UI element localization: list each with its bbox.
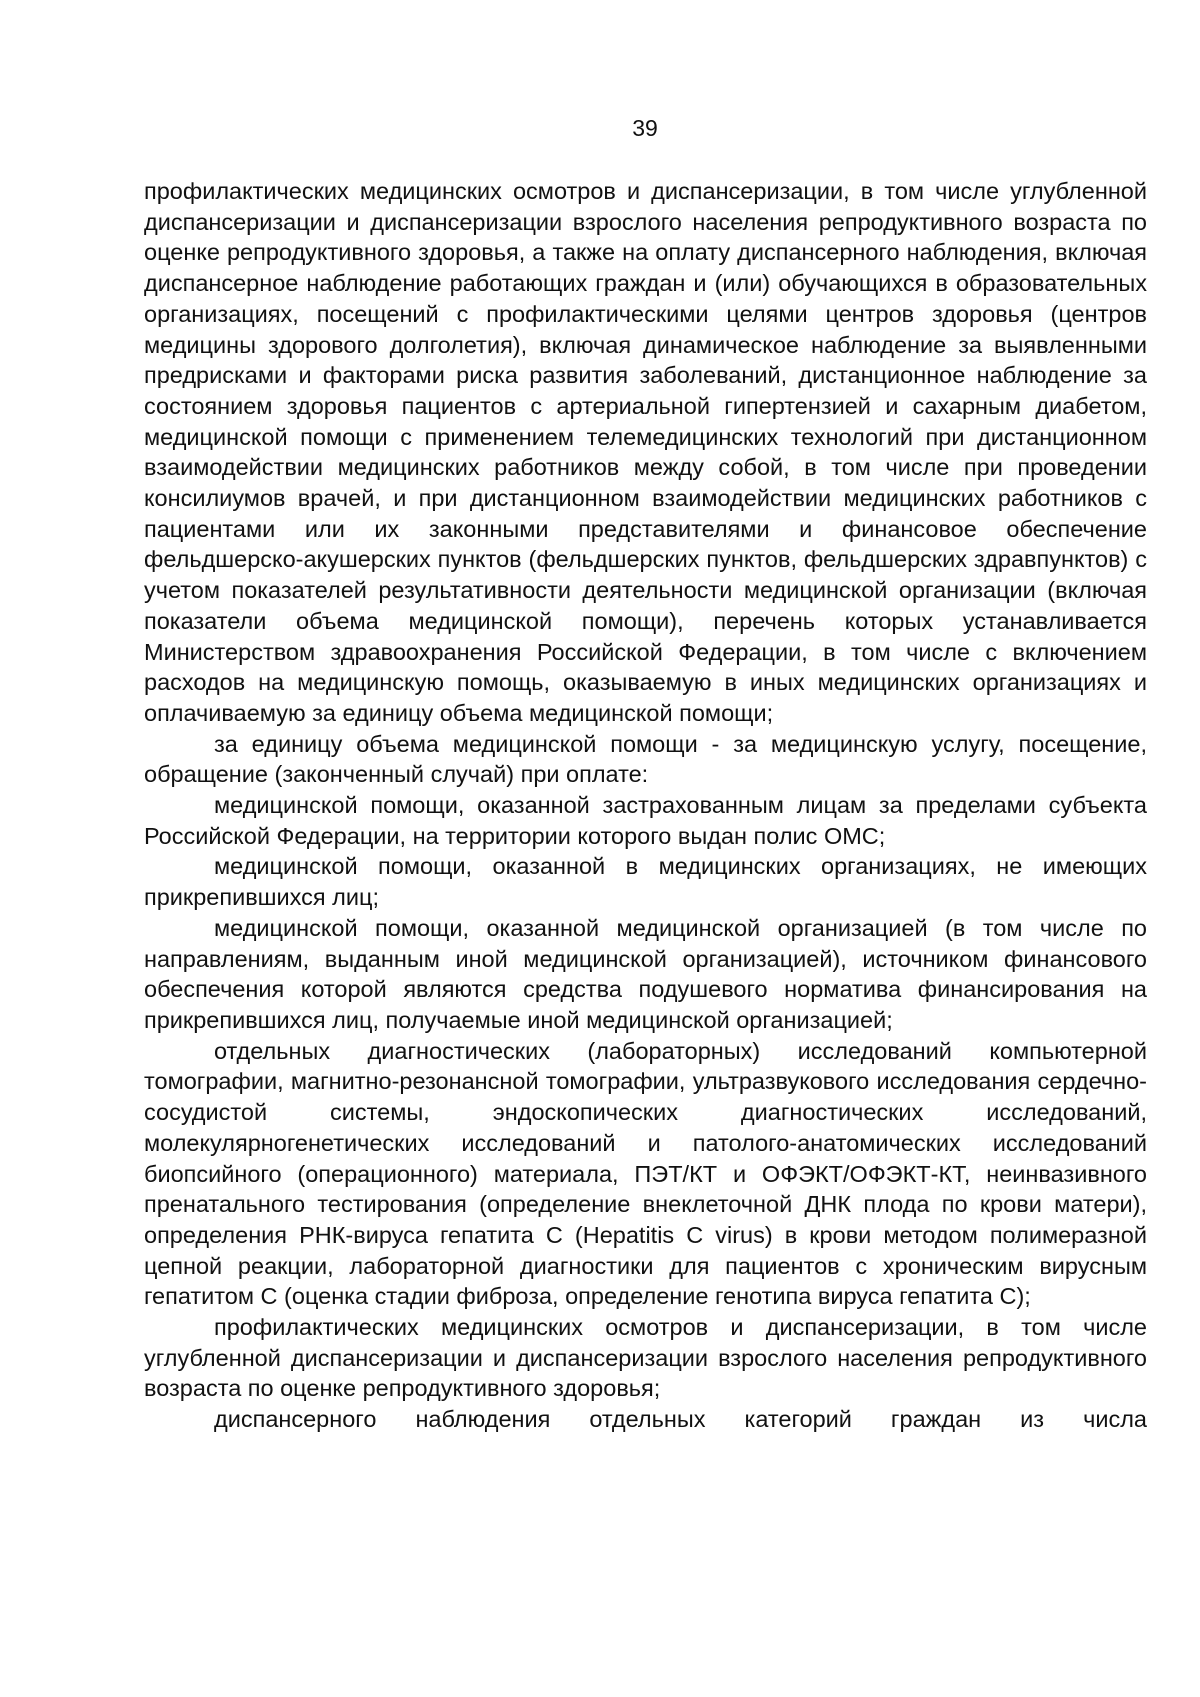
paragraph: за единицу объема медицинской помощи - за медицинскую услугу, посещение, обращение (законченный случай) при оплате: [144, 730, 1147, 788]
page-number: 39 [632, 115, 658, 141]
paragraph: медицинской помощи, оказанной в медицинских организациях, не имеющих прикрепившихся лиц; [144, 853, 1147, 911]
paragraph-continued: диспансерного наблюдения отдельных категорий граждан из числа [214, 1406, 1147, 1433]
paragraph: медицинской помощи, оказанной застрахованным лицам за пределами субъекта Российской Федерации, на территории которого выдан полис ОМС; [144, 792, 1147, 849]
paragraph: профилактических медицинских осмотров и диспансеризации, в том числе углубленной диспансеризации и диспансеризации взрослого населения репродуктивного возраста по оценке репродуктивного здоровья; [144, 1314, 1147, 1402]
paragraph: отдельных диагностических (лабораторных) исследований компьютерной томографии, магнитно-резонансной томографии, ультразвукового исследования сердечно-сосудистой системы, эндоскопических диагностических исследований, молекулярногенетических исследований и патолого-анатомических исследований биопсийного (операционного) материала, ПЭТ/КТ и ОФЭКТ/ОФЭКТ-КТ, неинвазивного пренатального тестирования (определение внеклеточной ДНК плода по крови матери), определения РНК-вируса гепатита С (Hepatitis C virus) в крови методом полимеразной цепной реакции, лабораторной диагностики для пациентов с хроническим вирусным гепатитом С (оценка стадии фиброза, определение генотипа вируса гепатита С); [144, 1037, 1147, 1310]
paragraph: профилактических медицинских осмотров и диспансеризации, в том числе углубленной диспансеризации и диспансеризации взрослого населения репродуктивного возраста по оценке репродуктивного здоровья, а также на оплату диспансерного наблюдения, включая диспансерное наблюдение работающих граждан и (или) обучающихся в образовательных организациях, посещений с профилактическими целями центров здоровья (центров медицины здорового долголетия), включая динамическое наблюдение за выявленными предрисками и факторами риска развития заболеваний, дистанционное наблюдение за состоянием здоровья пациентов с артериальной гипертензией и сахарным диабетом, медицинской помощи с применением телемедицинских технологий при дистанционном взаимодействии медицинских работников между собой, в том числе при проведении консилиумов врачей, и при дистанционном взаимодействии медицинских работников с пациентами или их законными представителями и финансовое обеспечение фельдшерско-акушерских пунктов (фельдшерских пунктов, фельдшерских здравпунктов) с учетом показателей результативности деятельности медицинской организации (включая показатели объема медицинской помощи), перечень которых устанавливается Министерством здравоохранения Российской Федерации, в том числе с включением расходов на медицинскую помощь, оказываемую в иных медицинских организациях и оплачиваемую за единицу объема медицинской помощи; [144, 178, 1147, 726]
paragraph: медицинской помощи, оказанной медицинской организацией (в том числе по направлениям, выданным иной медицинской организацией), источником финансового обеспечения которой являются средства подушевого норматива финансирования на прикрепившихся лиц, получаемые иной медицинской организацией; [144, 914, 1147, 1033]
document-body [144, 176, 1147, 1435]
